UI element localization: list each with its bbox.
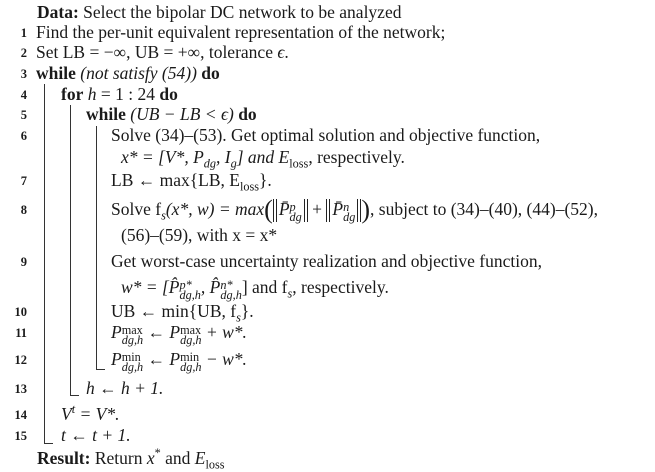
line-number: 8 xyxy=(20,203,27,217)
line-number: 2 xyxy=(20,46,27,60)
math: P̄ xyxy=(278,199,290,219)
math: ] and E xyxy=(236,147,290,167)
data-text: Select the bipolar DC network to be analyzed xyxy=(83,2,402,22)
block-end-inner-while xyxy=(96,369,105,370)
math-sup: max xyxy=(121,323,143,337)
math-sup: min xyxy=(180,350,200,364)
keyword-do: do xyxy=(159,84,178,104)
math: V xyxy=(61,404,72,424)
math-sup: p xyxy=(289,200,296,214)
line-number: 10 xyxy=(14,305,27,319)
math-sub: loss xyxy=(289,156,309,171)
paren-open: ( xyxy=(264,195,273,224)
math-sub: s xyxy=(161,208,166,223)
math: P xyxy=(169,349,181,369)
math: P̄ xyxy=(332,199,344,219)
line-text: Set LB = −∞, UB = +∞, tolerance xyxy=(36,42,278,62)
keyword-do: do xyxy=(238,104,257,124)
block-end-for xyxy=(70,395,79,396)
math-sup: n* xyxy=(220,278,233,292)
line-number: 7 xyxy=(20,174,27,188)
math: − w*. xyxy=(201,349,247,369)
assign-arrow: ← xyxy=(143,349,170,369)
math-sub: dg,h xyxy=(220,288,242,302)
assign-arrow: ← xyxy=(143,322,170,342)
line-text: Get worst-case uncertainty realization and objective function, xyxy=(111,251,543,271)
line-number: 6 xyxy=(20,129,27,143)
math-sup: max xyxy=(180,323,202,337)
math: }. xyxy=(259,170,272,190)
result-text: and xyxy=(160,448,195,468)
keyword-while: while xyxy=(36,63,76,83)
norm-p xyxy=(273,199,308,222)
loop-condition: (not satisfy (54)) xyxy=(80,63,197,83)
math-sub: dg xyxy=(289,210,302,224)
math-sub: dg xyxy=(203,156,217,171)
math-sub: s xyxy=(236,310,241,325)
line-text: , respectively. xyxy=(308,147,405,167)
line-number: 11 xyxy=(15,326,27,340)
math: P xyxy=(111,322,122,342)
math: x* = [V*, P xyxy=(121,147,204,167)
math-sub: loss xyxy=(205,457,225,472)
block-rule-inner-while xyxy=(96,126,97,369)
math-sub: dg,h xyxy=(179,288,201,302)
math: (x*, w) = max xyxy=(165,199,265,219)
epsilon-symbol: ϵ xyxy=(277,42,285,62)
loop-range: = 1 : 24 xyxy=(96,84,160,104)
block-rule-outer-while xyxy=(44,84,45,443)
loop-condition: (UB − LB < ϵ) xyxy=(130,104,234,124)
math-sub: dg,h xyxy=(180,333,202,347)
punct: . xyxy=(284,42,289,62)
loop-variable: h xyxy=(87,84,97,104)
math-sub: loss xyxy=(239,179,260,194)
math-sup: n xyxy=(343,200,350,214)
line-number: 3 xyxy=(20,67,27,81)
line-number: 4 xyxy=(20,88,27,102)
line-text: , subject to (34)–(40), (44)–(52), xyxy=(370,199,598,219)
math-sub: g xyxy=(230,156,237,171)
line-number: 12 xyxy=(14,353,27,367)
math: ] and f xyxy=(241,277,288,297)
line-text: , respectively. xyxy=(292,277,389,297)
math: UB ← min{UB, f xyxy=(111,301,237,321)
line-text: h ← h + 1. xyxy=(86,378,164,398)
math: , P̂ xyxy=(200,277,221,297)
algorithm-block: Data: Select the bipolar DC network to be analyzed 1 Find the per-unit equivalent representation of the network; 2 Set LB = −∞, UB = +∞, tolerance ϵ. 3 while (not satisfy (54)) do 4 for h = 1 : 24 do 5 while (UB − LB < ϵ) do 6 Solve (34)–(53). Get optimal solution and objective function, x* = [V*, $P_{dg}$, $I_g$] and $E_{loss}$, respectively. 7 LB ← max{LB, $E_{loss}$}. 8 Solve $f_s(x*$, w) = max( P̄ p dg + P̄ n dg ), subject to (34)–(40), (44)–(52), (56)–(59), with x = x* 9 Get worst-case uncertainty realization and objective function, w* = [P̂ p* dg,h , P̂ n* dg,h ] and $f_s$, respectively. 10 UB ← min{UB, $f_s$}. 11 P max dg,h ← P max dg,h + w*. 12 P min dg,h ← P min dg,h − w*. 13 h ← h + 1. 14 $V^t = V*$. 15 t ← t + 1. Result: Return x* and $E_{loss}$ xyxy=(0,0,655,468)
math: LB ← max{LB, E xyxy=(111,170,240,190)
block-rule-for xyxy=(70,105,71,395)
math: E xyxy=(194,448,206,468)
math: P xyxy=(111,349,122,369)
math: P xyxy=(169,322,181,342)
line-number: 14 xyxy=(14,408,27,422)
math-sub: dg,h xyxy=(180,360,202,374)
math: }. xyxy=(240,301,254,321)
line-number: 5 xyxy=(20,108,27,122)
math: , I xyxy=(216,147,231,167)
math: Solve f xyxy=(111,199,162,219)
math-sub: s xyxy=(287,286,293,301)
block-end-outer-while xyxy=(44,443,53,444)
math: x xyxy=(146,448,155,468)
math: + xyxy=(307,199,327,219)
line-number: 9 xyxy=(20,255,27,269)
math: + w*. xyxy=(201,322,247,342)
line-number: 13 xyxy=(14,382,27,396)
line-text: Find the per-unit equivalent representation of the network; xyxy=(36,22,446,42)
data-label: Data: xyxy=(37,2,79,22)
keyword-for: for xyxy=(61,84,84,104)
norm-n xyxy=(326,199,361,222)
line-text: Solve (34)–(53). Get optimal solution and objective function, xyxy=(111,125,541,145)
math-sub: dg xyxy=(343,210,356,224)
paren-close: ) xyxy=(361,195,371,224)
math-sub: dg,h xyxy=(121,360,144,374)
result-label: Result: xyxy=(37,448,91,468)
line-number: 1 xyxy=(20,26,27,40)
math-sup: p* xyxy=(179,278,192,292)
math: = V*. xyxy=(75,404,120,424)
math-sup: min xyxy=(121,350,141,364)
keyword-while: while xyxy=(86,104,126,124)
keyword-do: do xyxy=(201,63,220,83)
line-number: 15 xyxy=(14,429,27,443)
math-sub: dg,h xyxy=(121,333,144,347)
line-text: (56)–(59), with x = x* xyxy=(121,225,278,245)
line-text: t ← t + 1. xyxy=(61,425,131,445)
result-text: Return xyxy=(94,448,147,468)
math-sup: t xyxy=(71,402,76,417)
math: w* = [P̂ xyxy=(121,277,180,297)
